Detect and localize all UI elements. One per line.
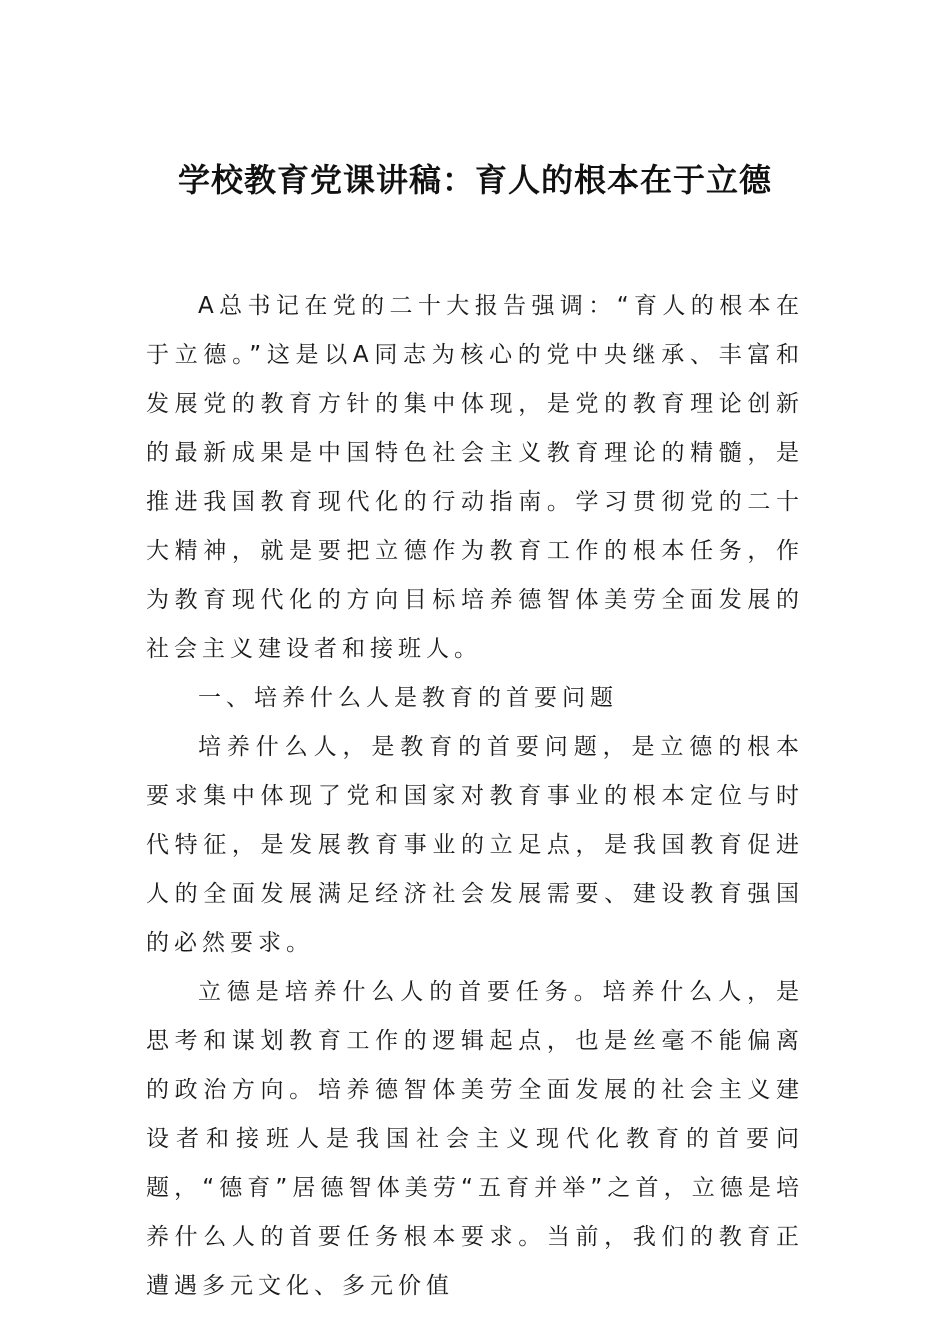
paragraph-intro: A总书记在党的二十大报告强调：“育人的根本在于立德。”这是以A同志为核心的党中央继承、丰富和发展党的教育方针的集中体现，是党的教育理论创新的最新成果是中国特色社会主义教育理论的精髓，是推进我国教育现代化的行动指南。学习贯彻党的二十大精神，就是要把立德作为教育工作的根本任务，作为教育现代化的方向目标培养德智体美劳全面发展的社会主义建设者和接班人。 bbox=[146, 293, 804, 662]
document-body bbox=[146, 282, 804, 1311]
section-heading-1: 一、培养什么人是教育的首要问题 bbox=[198, 685, 618, 711]
paragraph-section-1-a: 培养什么人，是教育的首要问题，是立德的根本要求集中体现了党和国家对教育事业的根本定位与时代特征，是发展教育事业的立足点，是我国教育促进人的全面发展满足经济社会发展需要、建设教育强国的必然要求。 bbox=[146, 734, 804, 956]
page-title: 学校教育党课讲稿：育人的根本在于立德 bbox=[177, 161, 772, 199]
paragraph-section-1-b: 立德是培养什么人的首要任务。培养什么人，是思考和谋划教育工作的逻辑起点，也是丝毫不能偏离的政治方向。培养德智体美劳全面发展的社会主义建设者和接班人是我国社会主义现代化教育的首要问题，“德育”居德智体美劳“五育并举”之首，立德是培养什么人的首要任务根本要求。当前，我们的教育正遭遇多元文化、多元价值 bbox=[146, 979, 804, 1299]
